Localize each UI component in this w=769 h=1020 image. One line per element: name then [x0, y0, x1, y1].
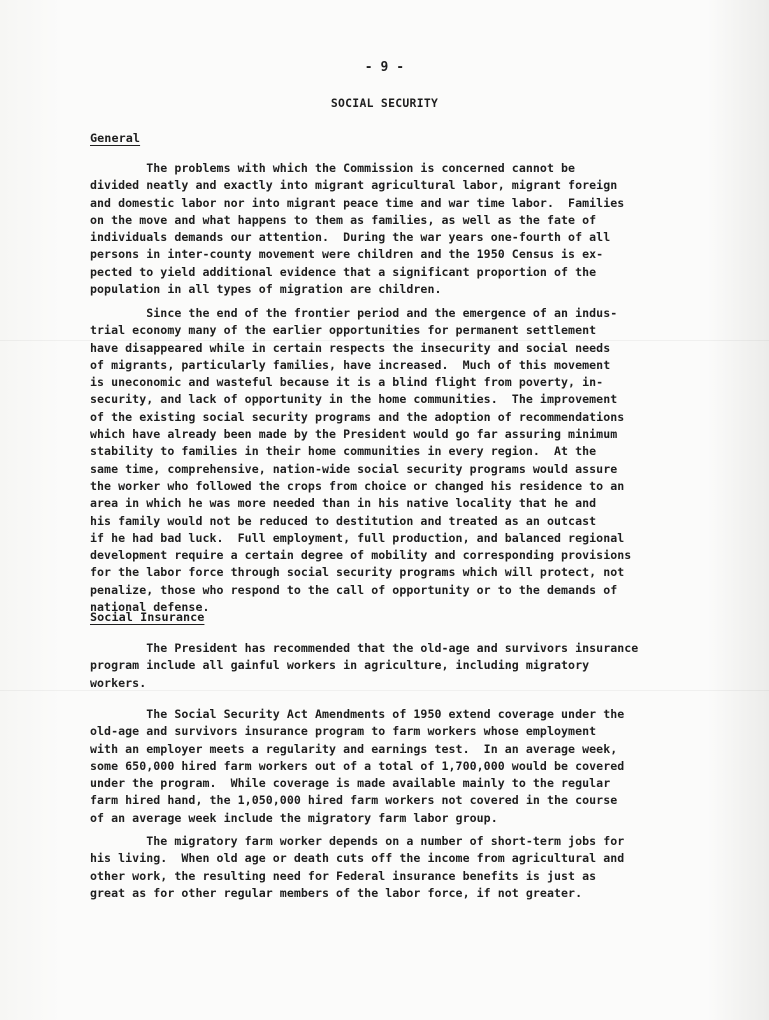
text-line: of migrants, particularly families, have increased. Much of this movement [90, 357, 611, 372]
text-line: if he had bad luck. Full employment, full production, and balanced regional [90, 530, 625, 545]
text-line: The problems with which the Commission is concerned cannot be [90, 161, 576, 175]
text-line: area in which he was more needed than in his native locality that he and [90, 496, 597, 511]
text-line: persons in inter-county movement were children and the 1950 Census is ex- [90, 247, 604, 262]
text-line: same time, comprehensive, nation-wide social security programs would assure [90, 461, 618, 476]
text-line: have disappeared while in certain respects the insecurity and social needs [90, 340, 611, 355]
text-line: some 650,000 hired farm workers out of a total of 1,700,000 would be covered [90, 758, 625, 773]
text-line: and domestic labor nor into migrant peace time and war time labor. Families [90, 195, 625, 210]
text-line: his family would not be reduced to destitution and treated as an outcast [90, 513, 597, 528]
text-line: with an employer meets a regularity and earnings test. In an average week, [90, 741, 618, 756]
text-line: trial economy many of the earlier opportunities for permanent settlement [90, 323, 597, 338]
text-line: other work, the resulting need for Federal insurance benefits is just as [90, 868, 597, 883]
text-line: development require a certain degree of mobility and corresponding provisions [90, 548, 632, 563]
section-heading-social-insurance: Social Insurance [90, 610, 205, 624]
text-line: security, and lack of opportunity in the home communities. The improvement [90, 392, 618, 407]
paragraph-social-insurance-2 [90, 706, 715, 827]
text-line: great as for other regular members of the labor force, if not greater. [90, 885, 583, 900]
text-line: stability to families in their home communities in every region. At the [90, 444, 597, 459]
text-line: The Social Security Act Amendments of 1950 extend coverage under the [90, 707, 625, 721]
text-line: of the existing social security programs and the adoption of recommendations [90, 409, 625, 424]
text-line: individuals demands our attention. During the war years one-fourth of all [90, 230, 611, 245]
paragraph-general-1 [90, 160, 715, 298]
paragraph-general-2 [90, 305, 715, 616]
text-line: is uneconomic and wasteful because it is a blind flight from poverty, in- [90, 375, 604, 390]
text-line: penalize, those who respond to the call of opportunity or to the demands of [90, 582, 618, 597]
text-line: divided neatly and exactly into migrant agricultural labor, migrant foreign [90, 178, 618, 193]
text-line: farm hired hand, the 1,050,000 hired farm workers not covered in the course [90, 793, 618, 808]
page-number: - 9 - [364, 60, 405, 75]
text-line: Since the end of the frontier period and the emergence of an indus- [90, 306, 618, 320]
text-line: population in all types of migration are children. [90, 282, 442, 297]
text-line: under the program. While coverage is made available mainly to the regular [90, 776, 611, 791]
text-line: pected to yield additional evidence that a significant proportion of the [90, 264, 597, 279]
text-line: workers. [90, 675, 147, 690]
paragraph-social-insurance-1 [90, 640, 715, 692]
text-line: program include all gainful workers in agriculture, including migratory [90, 658, 590, 673]
paragraph-social-insurance-3 [90, 833, 715, 902]
document-title: SOCIAL SECURITY [330, 96, 439, 110]
text-line: on the move and what happens to them as families, as well as the fate of [90, 212, 597, 227]
text-line: The migratory farm worker depends on a number of short-term jobs for [90, 834, 625, 848]
section-heading-general: General [90, 131, 141, 145]
text-line: his living. When old age or death cuts off the income from agricultural and [90, 851, 625, 866]
text-line: of an average week include the migratory farm labor group. [90, 810, 498, 825]
text-line: national defense. [90, 600, 210, 615]
text-line: which have already been made by the President would go far assuring minimum [90, 427, 618, 442]
text-line: old-age and survivors insurance program to farm workers whose employment [90, 724, 597, 739]
text-line: the worker who followed the crops from choice or changed his residence to an [90, 478, 625, 493]
text-line: for the labor force through social security programs which will protect, not [90, 565, 625, 580]
text-line: The President has recommended that the old-age and survivors insurance [90, 641, 639, 655]
